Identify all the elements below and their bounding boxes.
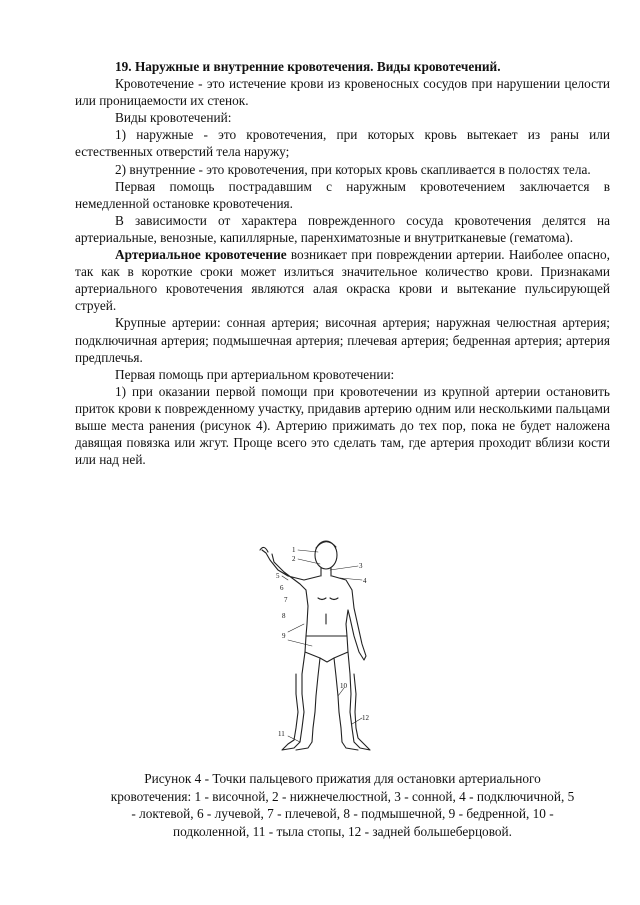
pressure-points-figure (258, 528, 388, 764)
figure-label-6: 6 (280, 584, 284, 592)
left-leg-outer (348, 652, 370, 750)
classification-paragraph: В зависимости от характера поврежденного сосуда кровотечения делятся на артериальные, венозные, капиллярные, паренхиматозные и внутритканевые (гематома). (75, 212, 610, 245)
figure-label-12: 12 (362, 714, 369, 722)
caption-line-3: - локтевой, 6 - лучевой, 7 - плечевой, 8 - подмышечной, 9 - бедренной, 10 - (131, 806, 554, 822)
briefs-outline (305, 636, 348, 662)
right-leg-outer (282, 652, 305, 750)
raised-arm-outline (262, 550, 320, 590)
figure-label-7: 7 (284, 596, 288, 604)
leader-9 (288, 624, 312, 646)
arterial-aid-heading: Первая помощь при артериальном кровотечении: (115, 366, 395, 382)
figure-label-8: 8 (282, 612, 286, 620)
leader-5 (282, 576, 288, 580)
definition-paragraph: Кровотечение - это истечение крови из кровеносных сосудов при нарушении целости или проницаемости их стенок. (75, 76, 610, 109)
type-internal: 2) внутренние - это кровотечения, при которых кровь скапливается в полостях тела. (115, 161, 591, 177)
left-leg-inner (334, 658, 342, 742)
arterial-paragraph (75, 246, 610, 314)
types-heading: Виды кровотечений: (115, 110, 232, 126)
human-body-illustration (258, 528, 388, 764)
document-body (75, 58, 610, 468)
right-leg-inner (312, 658, 320, 742)
torso-outline (306, 590, 348, 636)
type-external: 1) наружные - это кровотечения, при которых кровь вытекает из раны или естественных отверстий тела наружу; (75, 127, 610, 160)
figure-label-5: 5 (276, 572, 280, 580)
figure-label-1: 1 (292, 546, 296, 554)
section-title: 19. Наружные и внутренние кровотечения. Виды кровотечений. (115, 59, 501, 74)
figure-label-2: 2 (292, 555, 296, 563)
arterial-aid-step-1: 1) при оказании первой помощи при кровотечении из крупной артерии остановить приток крови к поврежденному участку, придавив артерию одним или несколькими пальцами выше места ранения (рисунок 4). Артерию прижимать до тех пор, пока не будет наложена давящая повязка или жгут. Проще всего это сделать там, где артерия проходит вблизи кости или над ней. (75, 383, 610, 468)
figure-label-3: 3 (359, 562, 363, 570)
chest-lines (318, 598, 338, 600)
caption-line-1: Рисунок 4 - Точки пальцевого прижатия для остановки артериального (144, 771, 541, 786)
figure-label-4: 4 (363, 577, 367, 585)
left-arm-outline (332, 576, 366, 660)
leader-12 (352, 718, 362, 724)
arterial-term: Артериальное кровотечение (115, 247, 287, 263)
arterial-text: возникает при повреждении артерии. Наиболее опасно, так как в короткие сроки может излиться значительное количество крови. Признаками артериального кровотечения являются алая окраска крови и вытекание пульсирующей струей. (75, 247, 610, 314)
figure-label-11: 11 (278, 730, 285, 738)
leader-3 (330, 566, 358, 570)
large-arteries-paragraph: Крупные артерии: сонная артерия; височная артерия; наружная челюстная артерия; подключичная артерия; подмышечная артерия; плечевая артерия; бедренная артерия; артерия предплечья. (75, 315, 610, 365)
figure-label-9: 9 (282, 632, 286, 640)
hair-line (316, 542, 336, 548)
first-aid-external-paragraph: Первая помощь пострадавшим с наружным кровотечением заключается в немедленной остановке кровотечения. (75, 178, 610, 211)
figure-caption (75, 770, 610, 840)
figure-label-10: 10 (340, 682, 347, 690)
caption-line-4: подколенной, 11 - тыла стопы, 12 - задней большеберцовой. (173, 823, 512, 839)
caption-line-2: кровотечения: 1 - височной, 2 - нижнечелюстной, 3 - сонной, 4 - подключичной, 5 (110, 788, 575, 804)
